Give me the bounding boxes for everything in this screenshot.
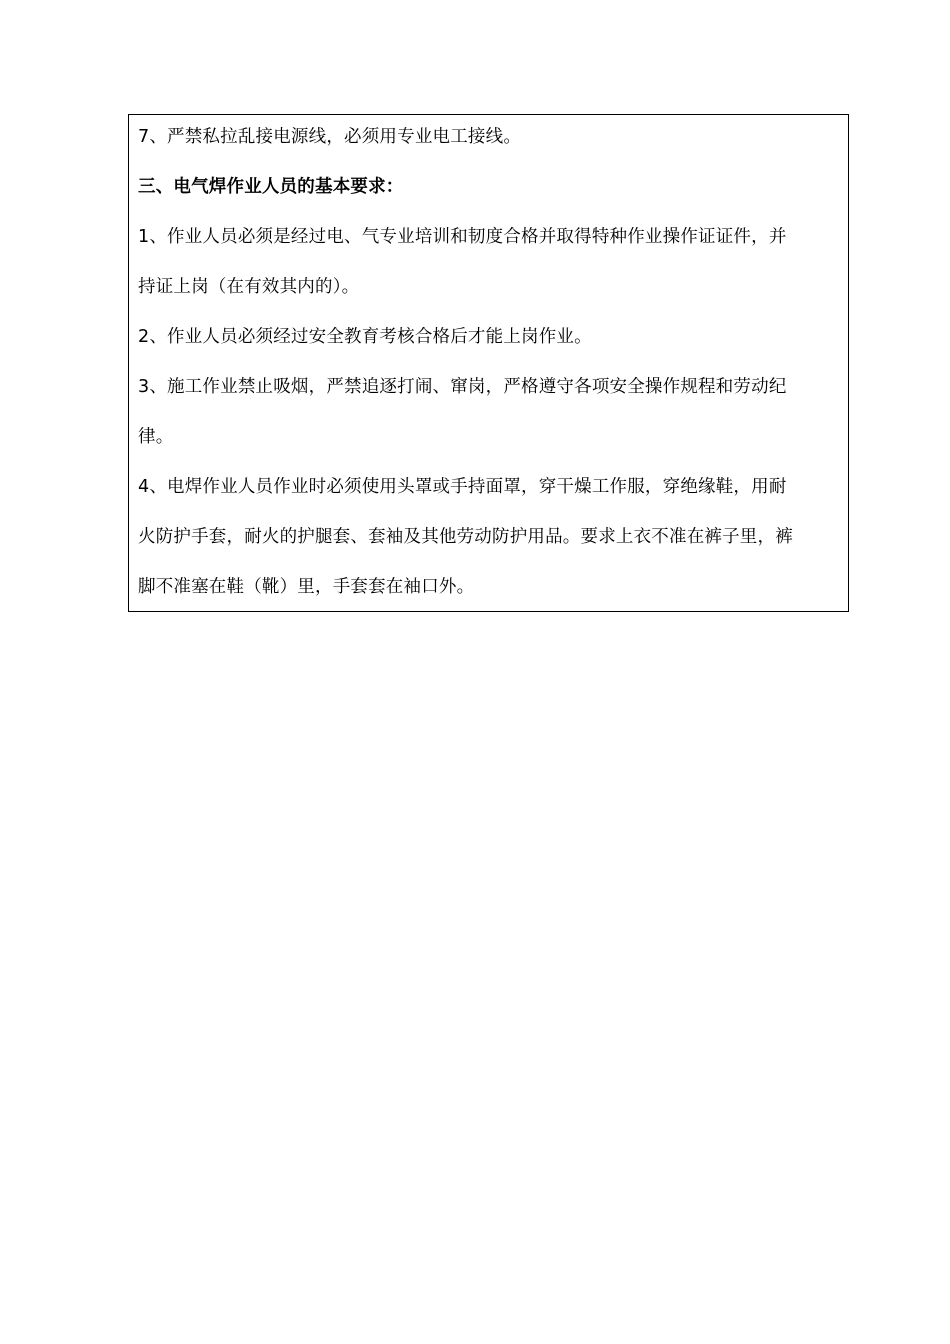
rule-7-text: 7、严禁私拉乱接电源线，必须用专业电工接线。 [138, 127, 522, 147]
requirement-3-line-1: 3、施工作业禁止吸烟，严禁追逐打闹、窜岗，严格遵守各项安全操作规程和劳动纪 [138, 377, 787, 397]
requirement-1-line-1: 1、作业人员必须是经过电、气专业培训和韧度合格并取得特种作业操作证证件，并 [138, 227, 787, 247]
requirement-4-line-2: 火防护手套，耐火的护腿套、套袖及其他劳动防护用品。要求上衣不准在裤子里，裤 [138, 527, 793, 547]
requirement-1-line-2: 持证上岗（在有效其内的）。 [138, 277, 360, 297]
requirement-2-text: 2、作业人员必须经过安全教育考核合格后才能上岗作业。 [138, 327, 592, 347]
content-table-cell [128, 114, 849, 612]
requirement-4-line-3: 脚不准塞在鞋（靴）里，手套套在袖口外。 [138, 577, 475, 597]
section-3-heading: 三、电气焊作业人员的基本要求： [138, 177, 404, 197]
requirement-3-line-2: 律。 [138, 427, 174, 447]
requirement-4-line-1: 4、电焊作业人员作业时必须使用头罩或手持面罩，穿干燥工作服，穿绝缘鞋，用耐 [138, 477, 787, 497]
